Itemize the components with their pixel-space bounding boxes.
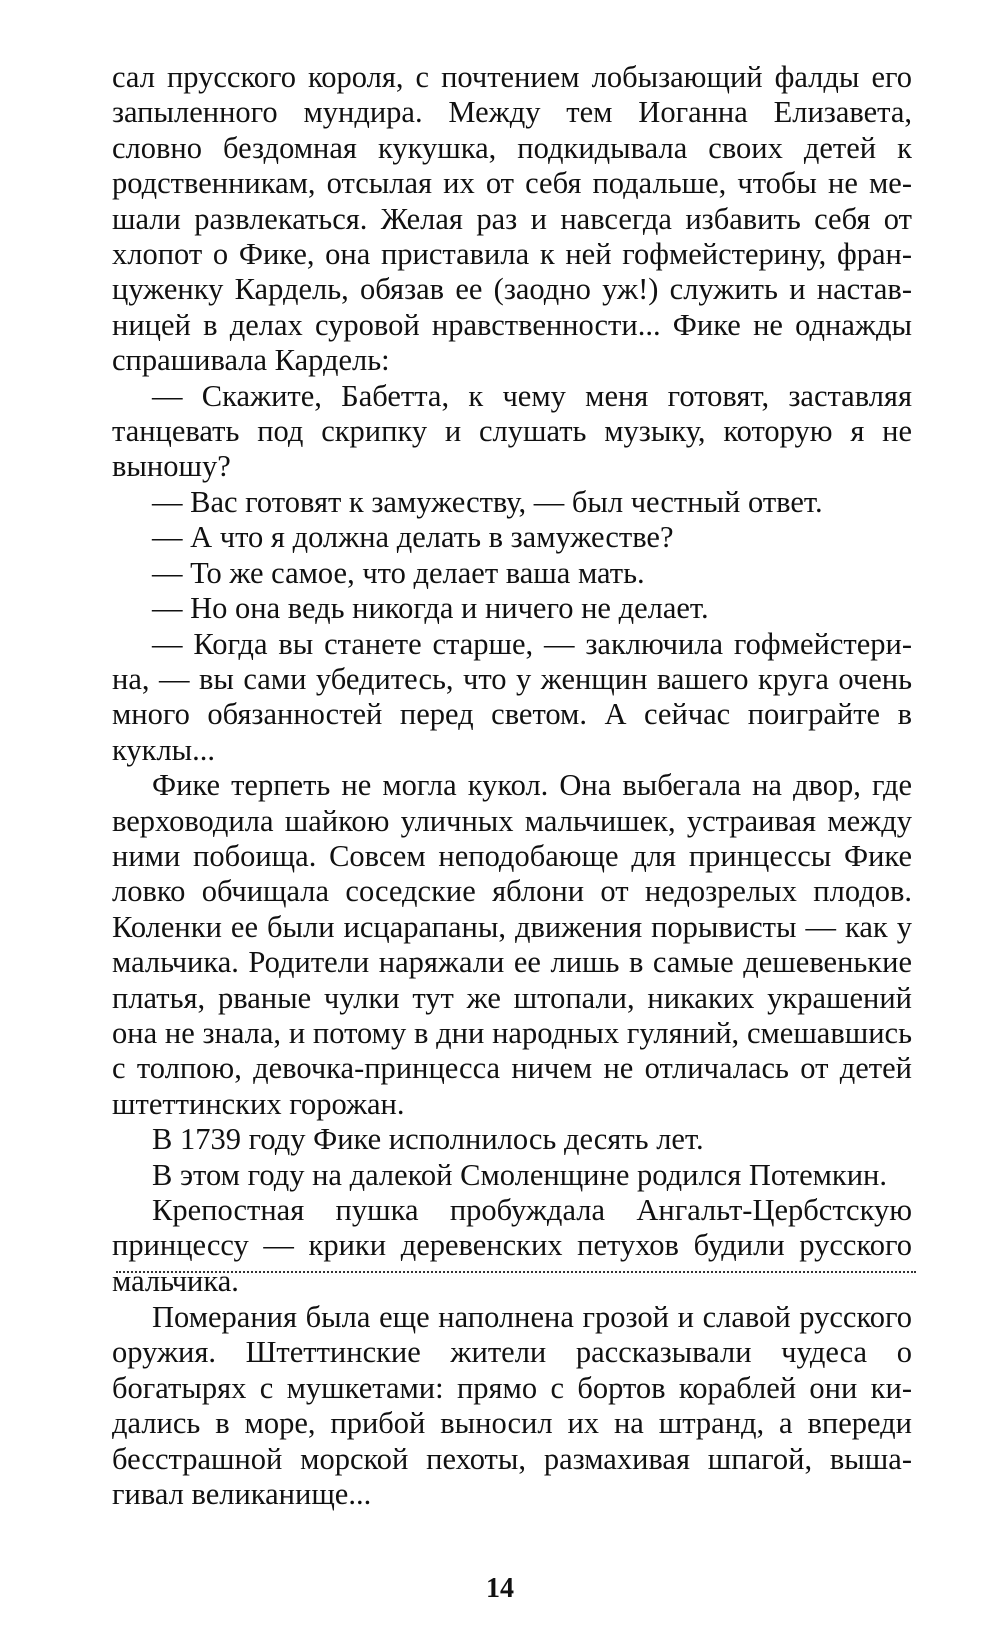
paragraph-8: Фике терпеть не могла кукол. Она выбегала на двор, где верховодила шайкою уличных мальчишек, устраивая между ними побоища. Совсем неподобающе для принцессы Фике ловко обчищала соседские яблони от недозрелых плодов. Коленки ее были исцарапаны, движения порывисты — как у мальчика. Родители наряжали ее лишь в самые дешевенькие платья, рваные чулки тут же штопали, никаких украшений она не знала, и потому в дни народных гуляний, смешавшись с толпою, девочка-принцесса ничем не отличалась от детей штеттинских горожан.	[112, 768, 912, 1121]
paragraph-3: — Вас готовят к замужеству, — был честный ответ.	[152, 484, 823, 519]
second-section	[112, 1300, 912, 1512]
paragraph-6: — Но она ведь никогда и ничего не делает.	[152, 591, 709, 626]
dotted-separator	[116, 1271, 916, 1273]
paragraph-11: Крепостная пушка пробуждала Ангальт-Цербстскую принцессу — крики деревенских петухов будили русского мальчика.	[112, 1193, 912, 1298]
page-number: 14	[486, 1573, 514, 1604]
paragraph-9: В 1739 году Фике исполнилось десять лет.	[152, 1122, 704, 1157]
paragraph-10: В этом году на далекой Смоленщине родился Потемкин.	[152, 1157, 887, 1192]
paragraph-1: сал прусского короля, с почтением лобызающий фалды его запыленного мундира. Между тем Иоганна Елизавета, словно бездомная кукушка, подкидывала своих детей к родственникам, отсылая их от себя подальше, чтобы не мешали развлекаться. Желая раз и навсегда избавить себя от хлопот о Фике, она приставила к ней гофмейстерину, француженку Кардель, обязав ее (заодно уж!) служить и наставницей в делах суровой нравственности... Фике не однажды спрашивала Кардель:	[112, 60, 912, 378]
main-text-block	[112, 60, 912, 1299]
section2-paragraph: Померания была еще наполнена грозой и славой русского оружия. Штеттинские жители рассказывали чудеса о богатырях с мушкетами: прямо с бортов кораблей они кидались в море, прибой выносил их на штранд, а впереди бесстрашной морской пехоты, размахивая шпагой, вышагивал великанище...	[112, 1300, 912, 1512]
paragraph-2: — Скажите, Бабетта, к чему меня готовят, заставляя танцевать под скрипку и слушать музыку, которую я не выношу?	[112, 378, 912, 484]
paragraph-7: — Когда вы станете старше, — заключила гофмейстерина, — вы сами убедитесь, что у женщин вашего круга очень много обязанностей перед светом. А сейчас поиграйте в куклы...	[112, 626, 912, 767]
paragraph-4: — А что я должна делать в замужестве?	[152, 520, 674, 555]
paragraph-5: — То же самое, что делает ваша мать.	[152, 555, 645, 590]
